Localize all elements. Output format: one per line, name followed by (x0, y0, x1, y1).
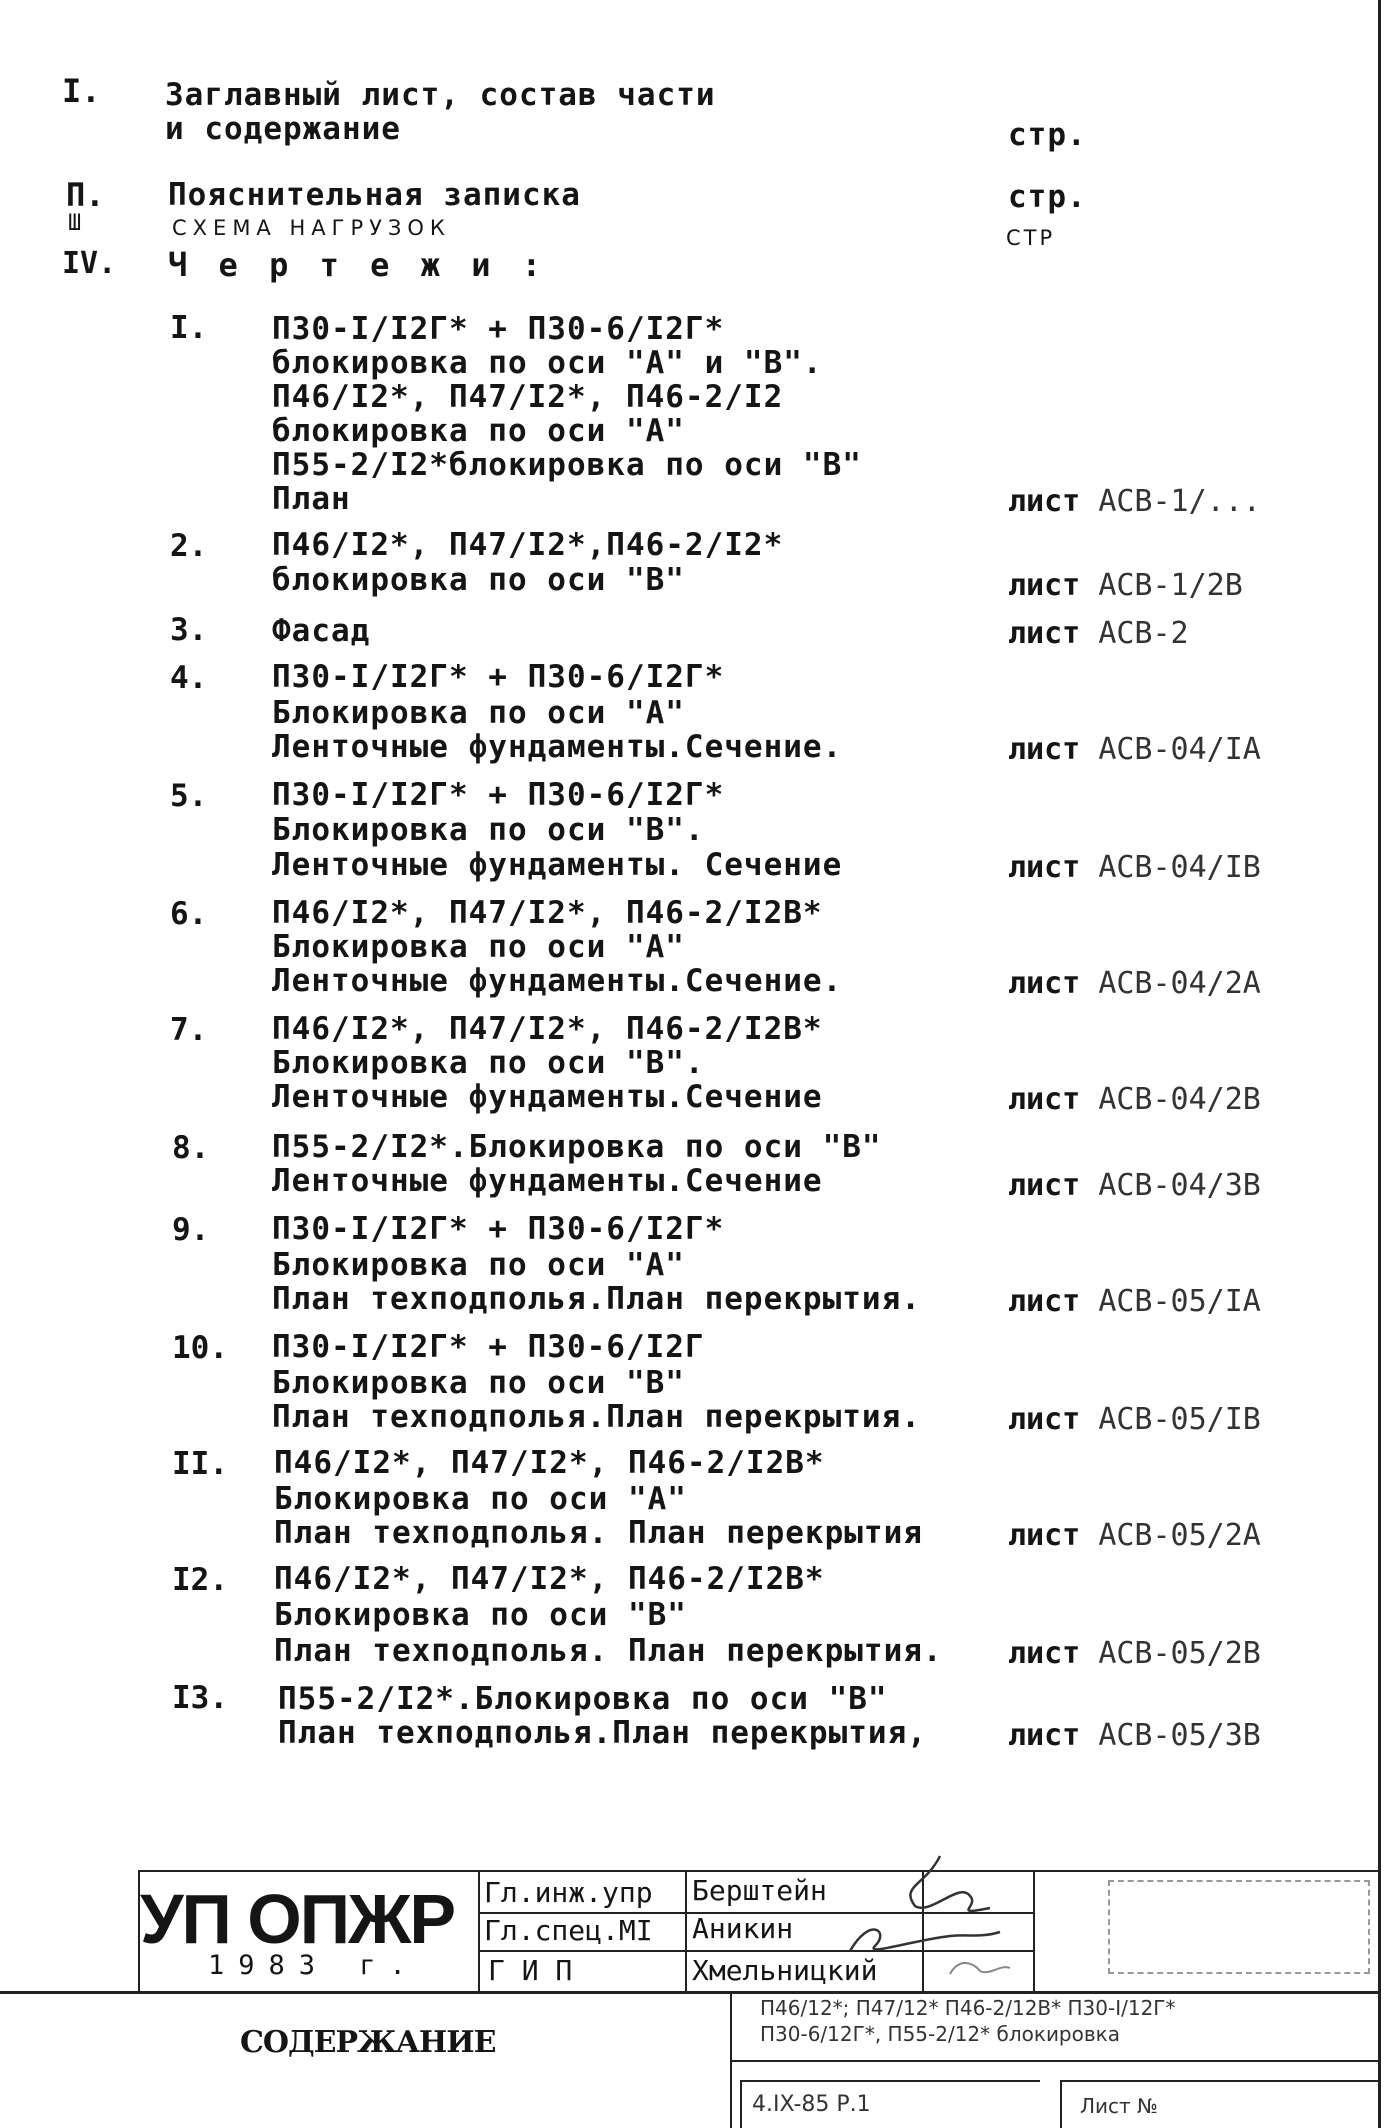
drawing-line: Ленточные фундаменты. Сечение (272, 847, 843, 883)
drawing-line: План техподполья. План перекрытия (274, 1515, 923, 1551)
faded-stamp (1108, 1880, 1370, 1974)
sheet-ref (1008, 1402, 1261, 1437)
drawing-line: П30-I/I2Г* + П30-6/I2Г* (272, 1211, 725, 1247)
date-code: 4.IX-85 Р.1 (752, 2092, 871, 2117)
drawing-line: П30-I/I2Г* + П30-6/I2Г* (272, 659, 725, 695)
drawing-line: План техподполья. План перекрытия. (274, 1633, 943, 1669)
drawing-number: 6. (170, 896, 208, 932)
document-title: СОДЕРЖАНИЕ (240, 2025, 496, 2060)
sheet-label: лист (1008, 1284, 1081, 1319)
sheet-label: лист (1008, 850, 1081, 885)
drawing-line: П55-2/I2*.Блокировка по оси "В" (272, 1129, 882, 1165)
tb-rule (478, 1870, 480, 1992)
page-label: СТР (1006, 226, 1056, 250)
sheet-label: лист (1008, 1082, 1081, 1117)
sheet-label: лист (1008, 568, 1081, 603)
sheet-ref (1008, 732, 1261, 767)
drawing-line: Блокировка по оси "В" (274, 1597, 687, 1633)
tb-rule (730, 2060, 1378, 2062)
sheet-number-label: Лист № (1080, 2094, 1158, 2118)
drawing-number: 7. (170, 1012, 208, 1048)
sheet-code: АСВ-05/IВ (1098, 1402, 1261, 1437)
section-title-line: Ч е р т е ж и : (168, 246, 547, 284)
page-border (1378, 0, 1381, 2128)
drawing-line: П46/I2*, П47/I2*, П46-2/I2В* (272, 1011, 823, 1047)
section-title-line: Заглавный лист, состав части (165, 77, 716, 113)
tb-rule (740, 2080, 742, 2128)
tb-rule (1033, 1870, 1035, 1992)
drawing-number: 10. (172, 1330, 228, 1366)
tb-rule (740, 2080, 1040, 2082)
sheet-code: АСВ-05/2В (1098, 1636, 1261, 1671)
drawing-number: I2. (172, 1562, 228, 1598)
drawing-line: Блокировка по оси "А" (274, 1481, 687, 1517)
tb-rule (0, 1991, 1378, 1994)
drawing-line: П55-2/I2*.Блокировка по оси "В" (278, 1681, 888, 1717)
drawing-line: П46/I2*, П47/I2*, П46-2/I2В* (272, 895, 823, 931)
drawing-number: 3. (170, 612, 208, 648)
organization-logo: УП ОПЖР (140, 1880, 455, 1958)
drawing-line: П46/I2*, П47/I2*, П46-2/I2 (272, 379, 784, 415)
sheet-ref (1008, 616, 1189, 651)
page-label: стр. (1008, 179, 1087, 215)
sheet-ref (1008, 484, 1261, 519)
drawing-line: План техподполья.План перекрытия, (278, 1715, 927, 1751)
sheet-ref (1008, 850, 1261, 885)
drawing-line: П46/I2*, П47/I2*, П46-2/I2В* (274, 1445, 825, 1481)
sheet-label: лист (1008, 1518, 1081, 1553)
tb-rule (685, 1870, 687, 1992)
sheet-code: АСВ-04/IВ (1098, 850, 1261, 885)
drawing-line: Блокировка по оси "В". (272, 1045, 705, 1081)
drawing-number: 9. (172, 1212, 210, 1248)
drawing-line: блокировка по оси "А" (272, 413, 685, 449)
role-label: Г И П (488, 1954, 573, 1987)
drawing-line: Ленточные фундаменты.Сечение. (272, 729, 843, 765)
section-title-line: и содержание (165, 111, 401, 147)
sheet-code: АСВ-05/IА (1098, 1284, 1261, 1319)
drawing-line: П46/I2*, П47/I2*,П46-2/I2* (272, 527, 784, 563)
drawing-number: 8. (172, 1130, 210, 1166)
drawing-line: План техподполья.План перекрытия. (272, 1281, 921, 1317)
project-codes: П46/12*; П47/12* П46-2/12В* П30-I/12Г* (760, 1996, 1176, 2020)
sheet-label: лист (1008, 1636, 1081, 1671)
sheet-code: АСВ-04/3В (1098, 1168, 1261, 1203)
section-number: Ш (68, 211, 82, 236)
section-title-line: Пояснительная записка (168, 177, 581, 213)
sheet-ref (1008, 1082, 1261, 1117)
role-label: Гл.инж.упр (484, 1876, 653, 1909)
sheet-code: АСВ-05/2А (1098, 1518, 1261, 1553)
drawing-number: 2. (170, 528, 208, 564)
drawing-line: План (272, 481, 351, 517)
drawing-line: Ленточные фундаменты.Сечение (272, 1079, 823, 1115)
handwritten-section-title: СХЕМА НАГРУЗОК (172, 216, 451, 240)
tb-rule (1060, 2080, 1062, 2128)
drawing-number: I. (170, 310, 208, 346)
drawing-number: I3. (172, 1680, 228, 1716)
section-number: I. (62, 72, 101, 110)
section-number: П. (66, 176, 105, 214)
sheet-label: лист (1008, 484, 1081, 519)
drawing-line: Блокировка по оси "В". (272, 812, 705, 848)
drawing-line: Блокировка по оси "А" (272, 929, 685, 965)
drawing-line: П55-2/I2*блокировка по оси "В" (272, 447, 862, 483)
drawing-number: 4. (170, 660, 208, 696)
page-label: стр. (1008, 117, 1087, 153)
drawing-line: Ленточные фундаменты.Сечение (272, 1163, 823, 1199)
person-name: Хмельницкий (692, 1954, 878, 1987)
tb-rule (1060, 2080, 1378, 2082)
sheet-ref (1008, 1284, 1261, 1319)
drawing-line: Ленточные фундаменты.Сечение. (272, 963, 843, 999)
tb-rule (138, 1870, 1378, 1872)
drawing-number: II. (172, 1446, 228, 1482)
project-codes: П30-6/12Г*, П55-2/12* блокировка (760, 2022, 1120, 2046)
signatures (830, 1846, 1030, 1986)
sheet-code: АСВ-2 (1098, 616, 1189, 651)
sheet-code: АСВ-04/2В (1098, 1082, 1261, 1117)
sheet-ref (1008, 1636, 1261, 1671)
drawing-line: П30-I/I2Г* + П30-6/I2Г* (272, 777, 725, 813)
sheet-label: лист (1008, 1168, 1081, 1203)
sheet-ref (1008, 568, 1243, 603)
sheet-ref (1008, 966, 1261, 1001)
sheet-label: лист (1008, 1402, 1081, 1437)
sheet-ref (1008, 1718, 1261, 1753)
drawing-line: П30-I/I2Г* + П30-6/I2Г (272, 1329, 705, 1365)
sheet-ref (1008, 1168, 1261, 1203)
sheet-code: АСВ-04/IА (1098, 732, 1261, 767)
drawing-line: Блокировка по оси "А" (272, 1247, 685, 1283)
drawing-line: Блокировка по оси "А" (272, 695, 685, 731)
sheet-code: АСВ-04/2А (1098, 966, 1261, 1001)
year: 1983 г. (208, 1950, 420, 1981)
drawing-line: Фасад (272, 613, 371, 649)
section-number: IV. (62, 246, 117, 281)
drawing-number: 5. (170, 778, 208, 814)
role-label: Гл.спец.МI (484, 1914, 653, 1947)
sheet-code: АСВ-05/3В (1098, 1718, 1261, 1753)
sheet-label: лист (1008, 616, 1081, 651)
sheet-label: лист (1008, 732, 1081, 767)
drawing-line: П30-I/I2Г* + П30-6/I2Г* (272, 311, 725, 347)
sheet-code: АСВ-1/... (1098, 484, 1261, 519)
sheet-label: лист (1008, 1718, 1081, 1753)
drawing-line: блокировка по оси "В" (272, 562, 685, 598)
drawing-line: блокировка по оси "А" и "В". (272, 345, 823, 381)
sheet-ref (1008, 1518, 1261, 1553)
drawing-line: План техподполья.План перекрытия. (272, 1399, 921, 1435)
person-name: Берштейн (692, 1874, 827, 1907)
drawing-line: Блокировка по оси "В" (272, 1365, 685, 1401)
person-name: Аникин (692, 1912, 794, 1945)
sheet-code: АСВ-1/2В (1098, 568, 1243, 603)
drawing-line: П46/I2*, П47/I2*, П46-2/I2В* (274, 1561, 825, 1597)
sheet-label: лист (1008, 966, 1081, 1001)
